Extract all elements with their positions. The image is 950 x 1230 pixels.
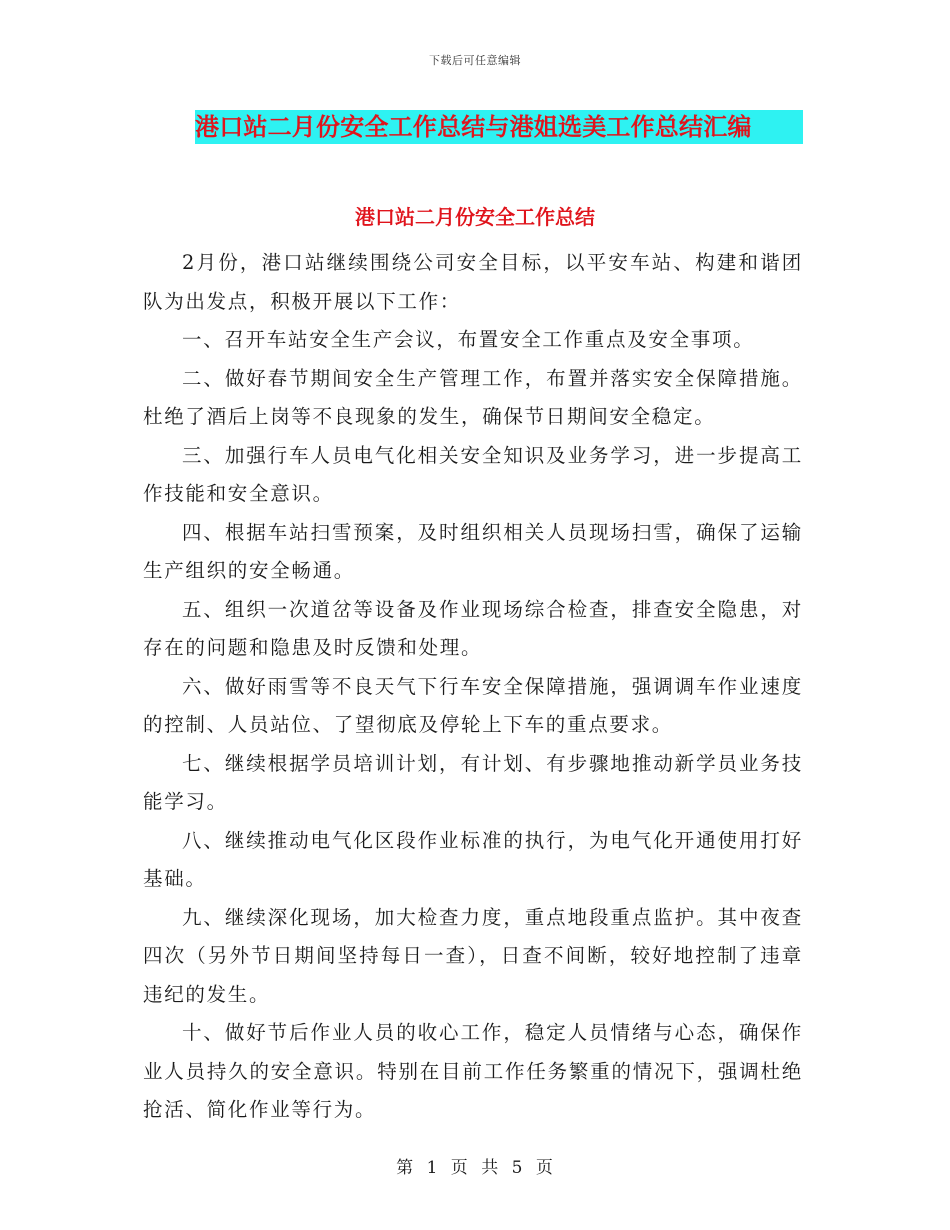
paragraph-item-10: 十、做好节后作业人员的收心工作，稳定人员情绪与心态，确保作业人员持久的安全意识。特别在目前工作任务繁重的情况下，强调杜绝抢活、简化作业等行为。: [143, 1021, 803, 1121]
paragraph-intro: 2月份，港口站继续围绕公司安全目标，以平安车站、构建和谐团队为出发点，积极开展以下工作：: [143, 251, 803, 313]
paragraph-item-1: 一、召开车站安全生产会议，布置安全工作重点及安全事项。: [182, 328, 755, 351]
paragraph-item-8: 八、继续推动电气化区段作业标准的执行，为电气化开通使用打好基础。: [143, 828, 803, 890]
paragraph-item-6: 六、做好雨雪等不良天气下行车安全保障措施，强调调车作业速度的控制、人员站位、了望彻底及停轮上下车的重点要求。: [143, 674, 803, 736]
body-text: [143, 244, 803, 1130]
paragraph-item-4: 四、根据车站扫雪预案，及时组织相关人员现场扫雪，确保了运输生产组织的安全畅通。: [143, 520, 803, 582]
page-indicator: 第 1 页 共 5 页: [396, 1158, 554, 1178]
paragraph-item-7: 七、继续根据学员培训计划，有计划、有步骤地推动新学员业务技能学习。: [143, 751, 803, 813]
main-title: 港口站二月份安全工作总结与港姐选美工作总结汇编: [195, 110, 803, 144]
paragraph-item-3: 三、加强行车人员电气化相关安全知识及业务学习，进一步提高工作技能和安全意识。: [143, 443, 803, 505]
paragraph-item-5: 五、组织一次道岔等设备及作业现场综合检查，排查安全隐患，对存在的问题和隐患及时反馈和处理。: [143, 597, 803, 659]
header-note: 下载后可任意编辑: [429, 54, 521, 67]
paragraph-item-9: 九、继续深化现场，加大检查力度，重点地段重点监护。其中夜查四次（另外节日期间坚持每日一查），日查不间断，较好地控制了违章违纪的发生。: [143, 905, 803, 1006]
paragraph-item-2: 二、做好春节期间安全生产管理工作，布置并落实安全保障措施。杜绝了酒后上岗等不良现象的发生，确保节日期间安全稳定。: [143, 366, 803, 428]
section-title: 港口站二月份安全工作总结: [355, 205, 595, 229]
